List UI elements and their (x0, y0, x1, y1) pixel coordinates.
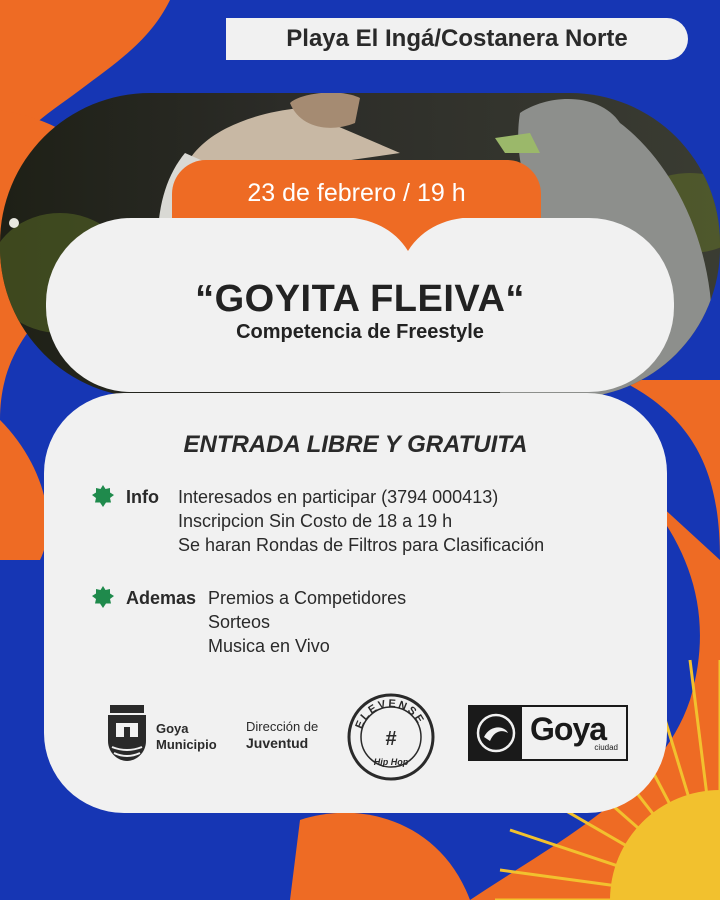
elevense-ring-text: ELEVENSE (353, 697, 427, 731)
ademas-line: Sorteos (208, 612, 271, 632)
card-notch (338, 217, 478, 251)
goya-ciudad-logo (468, 705, 628, 761)
info-card (44, 393, 667, 813)
event-title: “GOYITA FLEIVA“ (195, 278, 525, 320)
info-line: Interesados en participar (3794 000413) (178, 487, 499, 507)
event-date: 23 de febrero / 19 h (247, 179, 466, 207)
info-line: Inscripcion Sin Costo de 18 a 19 h (178, 511, 453, 531)
green-badge-icon (92, 586, 114, 608)
juventud-logo-text (246, 719, 318, 751)
municipio-line1: Goya (156, 721, 189, 736)
info-line: Se haran Rondas de Filtros para Clasificación (178, 535, 545, 555)
juventud-line2: Juventud (246, 735, 309, 751)
green-badge-icon (92, 485, 114, 507)
event-subtitle: Competencia de Freestyle (236, 321, 484, 343)
location-banner (226, 18, 688, 60)
elevense-center: # (385, 728, 397, 750)
hip-hop-circle-logo (344, 693, 438, 781)
location-text: Playa El Ingá/Costanera Norte (286, 25, 628, 52)
sponsor-logos (44, 693, 667, 803)
goya-wordmark: Goya (530, 711, 607, 747)
title-card (46, 218, 674, 392)
ademas-label: Ademas (126, 588, 197, 608)
info-lines (178, 485, 544, 557)
ademas-lines (208, 586, 406, 658)
municipio-logo-text (156, 721, 217, 753)
elevense-bottom: Hip Hop (373, 757, 409, 767)
ademas-line: Musica en Vivo (208, 636, 330, 656)
goya-swirl-icon (476, 713, 516, 753)
coat-of-arms-logo (106, 703, 148, 763)
juventud-line1: Dirección de (246, 719, 319, 734)
ademas-line: Premios a Competidores (208, 588, 407, 608)
entry-text: ENTRADA LIBRE Y GRATUITA (183, 431, 528, 458)
goya-ciudad-small: ciudad (594, 743, 618, 752)
info-label: Info (126, 487, 159, 507)
municipio-line2: Municipio (156, 737, 217, 752)
